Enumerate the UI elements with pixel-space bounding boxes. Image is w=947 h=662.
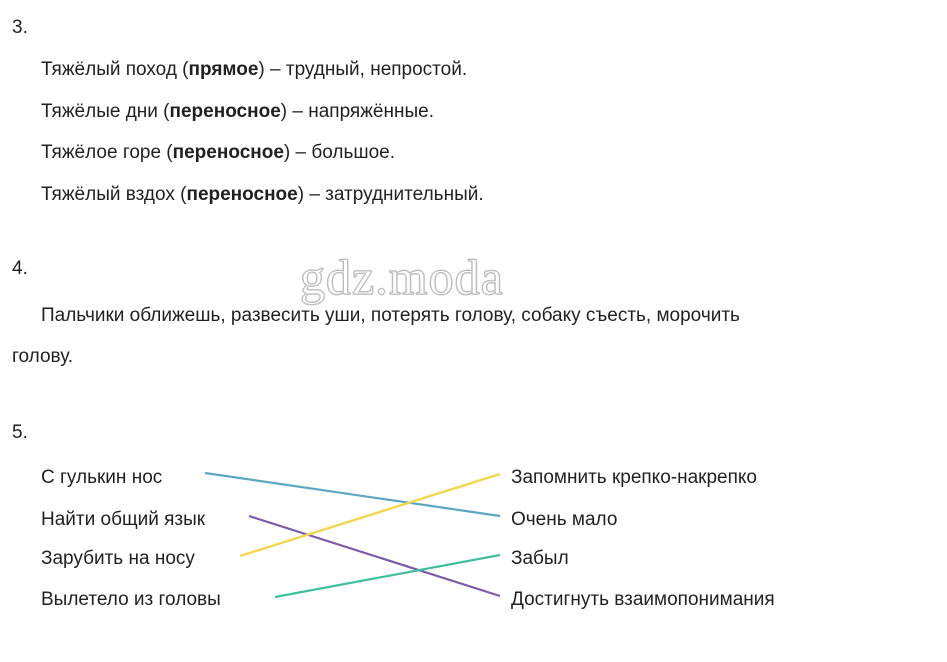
exercise-3-line-1-pre: Тяжёлый поход ( (41, 59, 189, 80)
exercise-3-line-4-post: ) – затруднительный. (297, 184, 484, 205)
exercise-3-line-1 (41, 57, 467, 83)
exercise-3-line-3-pre: Тяжёлое горе ( (41, 142, 173, 163)
match-right-item-4[interactable]: Достигнуть взаимопонимания (511, 589, 775, 610)
match-left-item-2[interactable]: Найти общий язык (41, 509, 206, 530)
exercise-3-line-4 (41, 182, 484, 208)
watermark-gdz-moda: gdz.moda (300, 249, 504, 305)
exercise-3-line-4-bold: переносное (186, 184, 298, 205)
match-left-item-3[interactable]: Зарубить на носу (41, 548, 195, 569)
exercise-3-line-3 (41, 140, 395, 166)
match-right-item-1[interactable]: Запомнить крепко-накрепко (511, 467, 757, 488)
exercise-number-4: 4. (12, 258, 28, 279)
match-left-item-4[interactable]: Вылетело из головы (41, 589, 221, 610)
exercise-3-line-2-bold: переносное (169, 101, 281, 122)
exercise-3-line-3-bold: переносное (172, 142, 284, 163)
exercise-3-line-2 (41, 99, 434, 125)
exercise-3-line-4-pre: Тяжёлый вздох ( (41, 184, 187, 205)
exercise-3-line-3-post: ) – большое. (283, 142, 396, 163)
match-left-item-1[interactable]: С гулькин нос (41, 467, 163, 488)
exercise-number-5: 5. (12, 422, 28, 443)
exercise-3-line-2-pre: Тяжёлые дни ( (41, 101, 170, 122)
match-right-item-2[interactable]: Очень мало (511, 509, 618, 530)
exercise-4-line-2: голову. (12, 346, 74, 367)
exercise-3-line-1-bold: прямое (188, 59, 259, 80)
exercise-4-line-1: Пальчики оближешь, развесить уши, потерять голову, собаку съесть, морочить (41, 305, 740, 326)
exercise-3-line-1-post: ) – трудный, непростой. (258, 59, 468, 80)
exercise-number-3: 3. (12, 17, 28, 38)
exercise-3-line-2-post: ) – напряжённые. (280, 101, 434, 122)
match-right-item-3[interactable]: Забыл (511, 548, 569, 569)
